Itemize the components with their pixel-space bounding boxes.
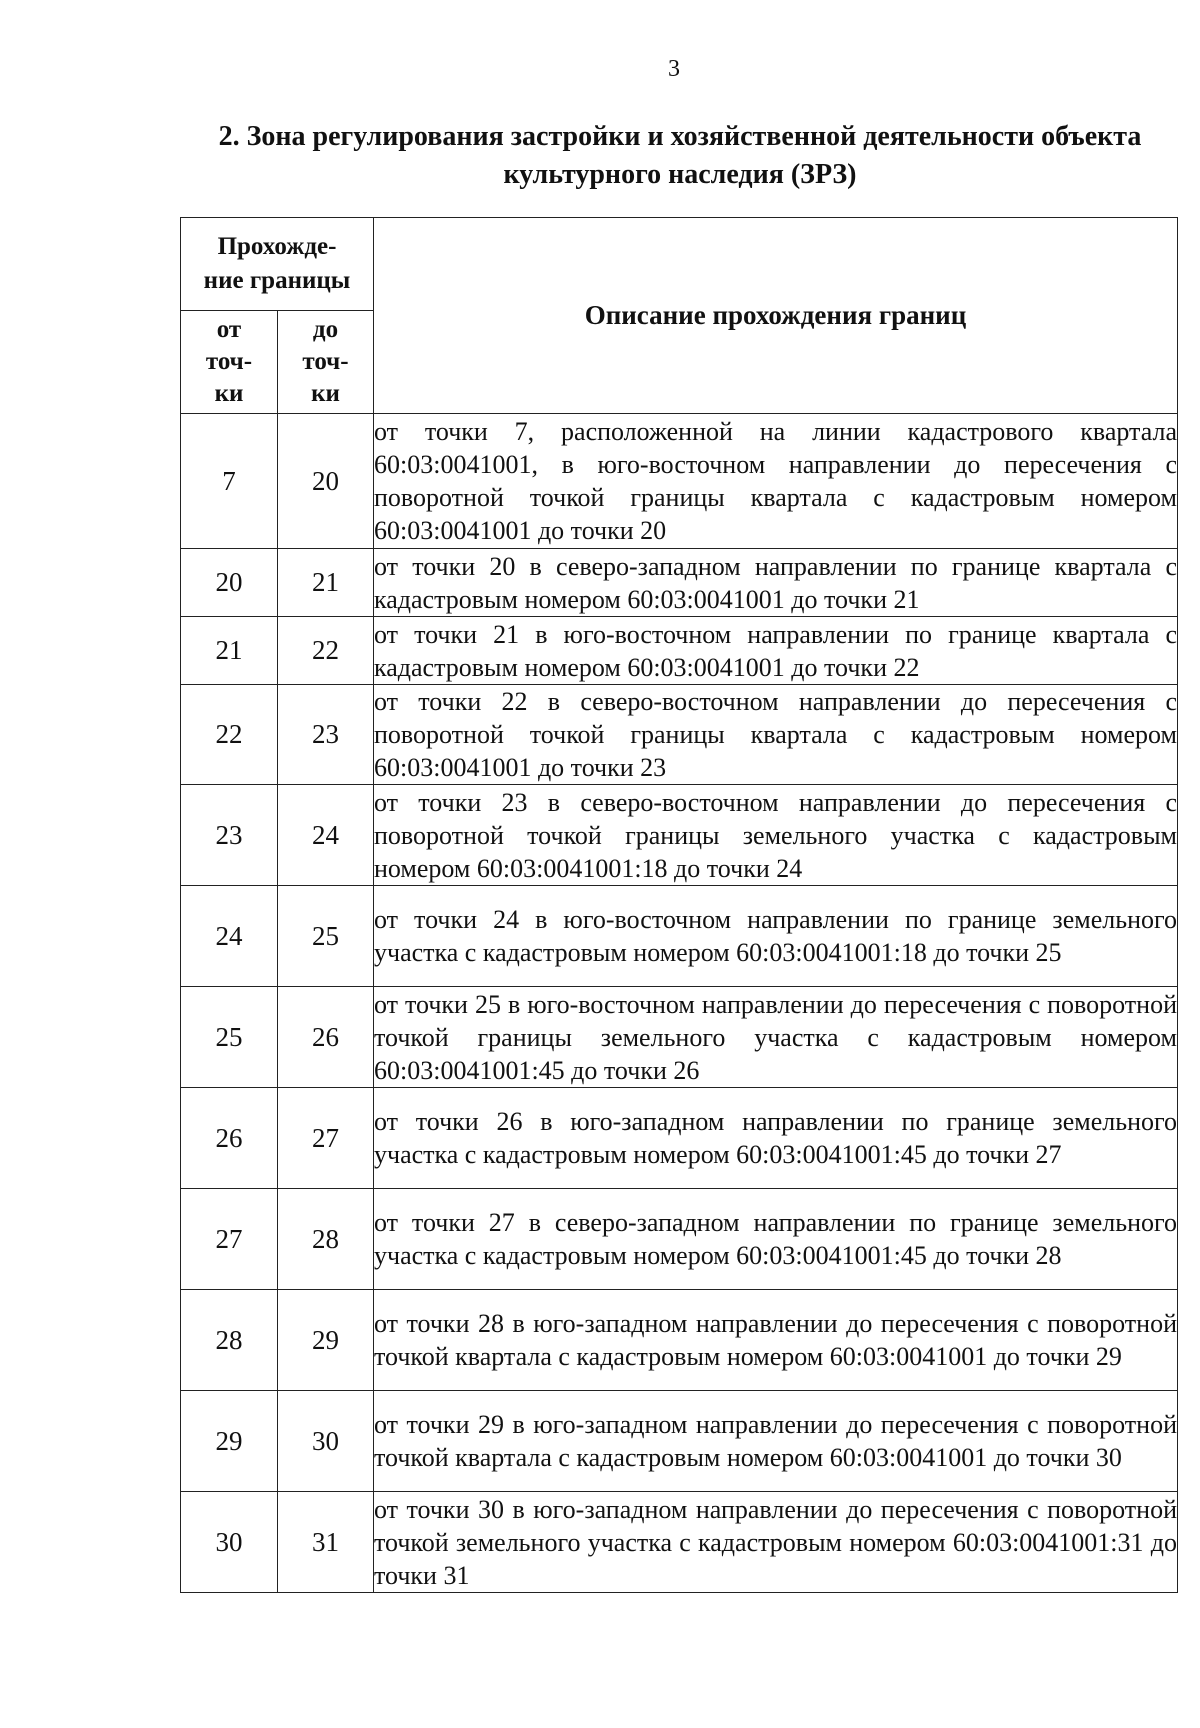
header-description: Описание прохождения границ <box>374 218 1178 414</box>
cell-description: от точки 27 в северо-западном направлении по границе земельного участка с кадастровым номером 60:03:0041001:45 до точки 28 <box>374 1189 1178 1290</box>
table-row <box>181 1492 1178 1593</box>
header-to-line: до <box>312 316 339 343</box>
header-from-line: точ- <box>205 348 253 375</box>
header-from-point <box>181 311 278 414</box>
cell-description: от точки 25 в юго-восточном направлении до пересечения с поворотной точкой границы земельного участка с кадастровым номером 60:03:0041001:45 до точки 26 <box>374 987 1178 1088</box>
table-row <box>181 987 1178 1088</box>
header-to-line: ки <box>311 380 340 407</box>
cell-from-point: 7 <box>181 414 278 549</box>
header-from-line: от <box>216 316 242 343</box>
section-title <box>180 118 1180 194</box>
cell-from-point: 20 <box>181 549 278 617</box>
cell-to-point: 21 <box>278 549 374 617</box>
cell-to-point: 30 <box>278 1391 374 1492</box>
table-row <box>181 414 1178 549</box>
cell-description: от точки 23 в северо-восточном направлении до пересечения с поворотной точкой границы земельного участка с кадастровым номером 60:03:0041001:18 до точки 24 <box>374 785 1178 886</box>
cell-to-point: 23 <box>278 685 374 785</box>
cell-to-point: 26 <box>278 987 374 1088</box>
cell-description: от точки 22 в северо-восточном направлении до пересечения с поворотной точкой границы квартала с кадастровым номером 60:03:0041001 до точки 23 <box>374 685 1178 785</box>
cell-from-point: 22 <box>181 685 278 785</box>
page-number: 3 <box>668 56 680 82</box>
table-row <box>181 1088 1178 1189</box>
section-title-line-1: 2. Зона регулирования застройки и хозяйственной деятельности объекта <box>218 121 1142 152</box>
cell-to-point: 20 <box>278 414 374 549</box>
cell-from-point: 26 <box>181 1088 278 1189</box>
header-from-line: ки <box>214 380 244 407</box>
table-header-row-1 <box>181 218 1178 311</box>
cell-from-point: 25 <box>181 987 278 1088</box>
cell-from-point: 21 <box>181 617 278 685</box>
cell-to-point: 29 <box>278 1290 374 1391</box>
table-row <box>181 549 1178 617</box>
cell-from-point: 30 <box>181 1492 278 1593</box>
header-boundary-passage <box>181 218 374 311</box>
header-to-line: точ- <box>302 348 349 375</box>
cell-from-point: 29 <box>181 1391 278 1492</box>
header-group-line: Прохожде- <box>217 233 337 260</box>
cell-description: от точки 29 в юго-западном направлении до пересечения с поворотной точкой квартала с кадастровым номером 60:03:0041001 до точки 30 <box>374 1391 1178 1492</box>
cell-description: от точки 26 в юго-западном направлении по границе земельного участка с кадастровым номером 60:03:0041001:45 до точки 27 <box>374 1088 1178 1189</box>
section-title-line-2: культурного наследия (ЗРЗ) <box>503 159 857 190</box>
cell-from-point: 28 <box>181 1290 278 1391</box>
header-group-line: ние границы <box>203 267 351 294</box>
cell-to-point: 22 <box>278 617 374 685</box>
table-row <box>181 886 1178 987</box>
cell-from-point: 27 <box>181 1189 278 1290</box>
cell-from-point: 24 <box>181 886 278 987</box>
boundary-table <box>180 217 1178 1593</box>
cell-description: от точки 20 в северо-западном направлении по границе квартала с кадастровым номером 60:03:0041001 до точки 21 <box>374 549 1178 617</box>
cell-description: от точки 24 в юго-восточном направлении по границе земельного участка с кадастровым номером 60:03:0041001:18 до точки 25 <box>374 886 1178 987</box>
cell-to-point: 28 <box>278 1189 374 1290</box>
cell-to-point: 24 <box>278 785 374 886</box>
cell-description: от точки 21 в юго-восточном направлении по границе квартала с кадастровым номером 60:03:0041001 до точки 22 <box>374 617 1178 685</box>
table-row <box>181 1290 1178 1391</box>
cell-to-point: 31 <box>278 1492 374 1593</box>
table-row <box>181 1391 1178 1492</box>
table-row <box>181 617 1178 685</box>
cell-to-point: 27 <box>278 1088 374 1189</box>
table-row <box>181 685 1178 785</box>
header-to-point <box>278 311 374 414</box>
cell-description: от точки 7, расположенной на линии кадастрового квартала 60:03:0041001, в юго-восточном направлении до пересечения с поворотной точкой границы квартала с кадастровым номером 60:03:0041001 до точки 20 <box>374 414 1178 549</box>
table-row <box>181 1189 1178 1290</box>
cell-to-point: 25 <box>278 886 374 987</box>
cell-from-point: 23 <box>181 785 278 886</box>
cell-description: от точки 30 в юго-западном направлении до пересечения с поворотной точкой земельного участка с кадастровым номером 60:03:0041001:31 до точки 31 <box>374 1492 1178 1593</box>
cell-description: от точки 28 в юго-западном направлении до пересечения с поворотной точкой квартала с кадастровым номером 60:03:0041001 до точки 29 <box>374 1290 1178 1391</box>
table-row <box>181 785 1178 886</box>
